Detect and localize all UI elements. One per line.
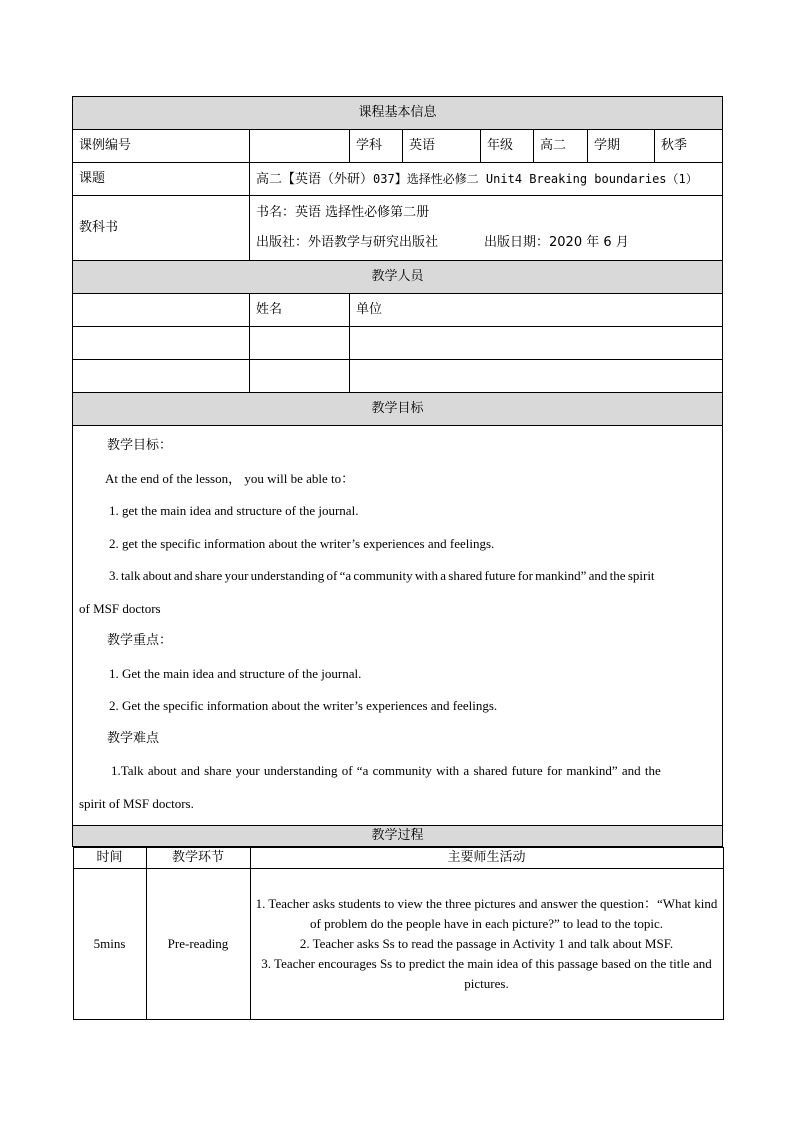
process-row xyxy=(73,869,723,1020)
staff-name-header: 姓名 xyxy=(250,294,350,327)
goals-intro: At the end of the lesson， you will be able to： xyxy=(105,470,355,486)
process-time-header: 时间 xyxy=(73,848,146,869)
process-column-table xyxy=(73,847,724,1020)
key-point-item: 2. Get the specific information about the writer’s experiences and feelings. xyxy=(109,698,498,713)
staff-row xyxy=(73,327,723,360)
staff-cell xyxy=(350,360,723,393)
goals-heading: 教学目标： xyxy=(107,438,173,453)
process-title: 教学过程 xyxy=(73,826,723,847)
topic-prefix: 高二【英语（外研） xyxy=(256,171,374,187)
staff-header-row xyxy=(73,261,723,294)
staff-cell xyxy=(250,327,350,360)
process-stage: Pre-reading xyxy=(146,869,250,1020)
publisher: 出版社：外语教学与研究出版社 xyxy=(256,235,439,250)
textbook-info xyxy=(250,196,723,261)
subject-value: 英语 xyxy=(403,130,481,163)
staff-cell xyxy=(73,327,250,360)
difficulty-item-continued: spirit of MSF doctors. xyxy=(79,795,194,811)
goal-item: 1. get the main idea and structure of the journal. xyxy=(109,503,359,518)
staff-blank-header xyxy=(73,294,250,327)
staff-row xyxy=(73,360,723,393)
case-no-label: 课例编号 xyxy=(73,130,250,163)
difficulty-heading: 教学难点 xyxy=(107,730,160,746)
course-meta-row xyxy=(73,130,723,163)
lesson-plan-table xyxy=(72,96,723,1020)
staff-column-row xyxy=(73,294,723,327)
difficulty-item: 1.Talk about and share your understanding of “a community with a shared future for mankind” and the xyxy=(111,763,661,778)
pub-date: 出版日期：2020 年 6 月 xyxy=(484,235,629,250)
case-no-value xyxy=(250,130,350,163)
process-header-row xyxy=(73,826,723,847)
goals-row xyxy=(73,426,723,826)
lesson-plan-sheet xyxy=(72,96,722,1020)
process-stage-header: 教学环节 xyxy=(146,848,250,869)
goals-header-row xyxy=(73,393,723,426)
staff-cell xyxy=(73,360,250,393)
process-activity-header: 主要师生活动 xyxy=(250,848,723,869)
basic-info-title: 课程基本信息 xyxy=(73,97,723,130)
activity-item: 2. Teacher asks Ss to read the passage in Activity 1 and talk about MSF. xyxy=(299,936,674,951)
key-point-item: 1. Get the main idea and structure of the journal. xyxy=(109,665,362,681)
goal-item: 2. get the specific information about the writer’s experiences and feelings. xyxy=(109,535,495,551)
goals-title: 教学目标 xyxy=(73,393,723,426)
topic-code: 037】选择性必修二 Unit4 Breaking boundaries（1） xyxy=(373,171,698,186)
term-label: 学期 xyxy=(588,130,655,163)
process-column-row xyxy=(73,847,723,1021)
process-activities xyxy=(250,869,723,1020)
textbook-label: 教科书 xyxy=(73,196,250,261)
book-name: 书名：英语 选择性必修第二册 xyxy=(256,205,430,220)
staff-cell xyxy=(250,360,350,393)
textbook-row xyxy=(73,196,723,261)
staff-cell xyxy=(350,327,723,360)
grade-value: 高二 xyxy=(534,130,588,163)
process-time: 5mins xyxy=(73,869,146,1020)
key-points-heading: 教学重点： xyxy=(107,633,173,648)
goals-content xyxy=(73,426,723,826)
topic-value xyxy=(250,163,723,196)
topic-row xyxy=(73,163,723,196)
term-value: 秋季 xyxy=(655,130,723,163)
subject-label: 学科 xyxy=(350,130,403,163)
publisher-line xyxy=(256,228,716,258)
staff-unit-header: 单位 xyxy=(350,294,723,327)
basic-info-header-row xyxy=(73,97,723,130)
process-column-wrapper xyxy=(73,847,723,1021)
goal-item-continued: of MSF doctors xyxy=(79,600,161,616)
activity-item: 1. Teacher asks students to view the three pictures and answer the question：“What kind of problem do the people have in each picture?” to lead to the topic. xyxy=(255,896,718,931)
goal-item: 3. talk about and share your understanding of “a community with a shared future for mankind” and the spirit xyxy=(109,568,655,583)
grade-label: 年级 xyxy=(481,130,534,163)
topic-label: 课题 xyxy=(73,163,250,196)
activity-item: 3. Teacher encourages Ss to predict the main idea of this passage based on the title and pictures. xyxy=(261,956,712,991)
staff-title: 教学人员 xyxy=(73,261,723,294)
